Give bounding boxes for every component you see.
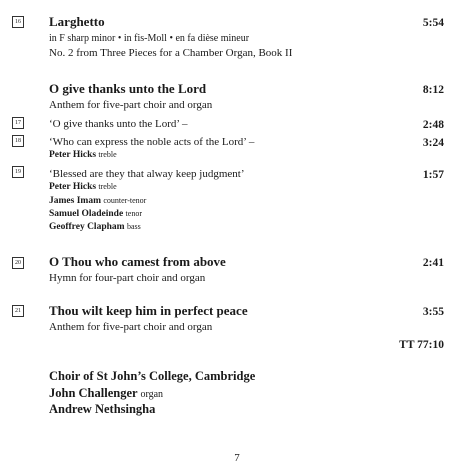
performer-name: Samuel Oladeinde bbox=[49, 209, 124, 219]
key-french: en fa dièse mineur bbox=[175, 33, 250, 44]
performer-name: James Imam bbox=[49, 196, 101, 206]
key-german: in fis-Moll bbox=[123, 33, 167, 44]
key-english: in F sharp minor bbox=[49, 33, 116, 44]
performer-19-2 bbox=[49, 196, 146, 206]
bullet: • bbox=[169, 33, 173, 44]
organist-name: John Challenger bbox=[49, 386, 138, 400]
track-time-16: 5:54 bbox=[422, 17, 444, 29]
track-number-17: 17 bbox=[12, 117, 24, 129]
performer-19-4 bbox=[49, 222, 141, 232]
choir-credit: Choir of St John’s College, Cambridge bbox=[49, 369, 256, 383]
track-note-16: No. 2 from Three Pieces for a Chamber Organ, Book II bbox=[49, 47, 293, 59]
track-time-17: 2:48 bbox=[422, 119, 444, 131]
track-subtitle-21: Anthem for five-part choir and organ bbox=[49, 321, 213, 333]
track-number-16: 16 bbox=[12, 16, 24, 28]
performer-role: bass bbox=[126, 222, 141, 231]
track-time-18: 3:24 bbox=[422, 137, 444, 149]
track-title-20: O Thou who camest from above bbox=[49, 254, 226, 269]
track-time-20: 2:41 bbox=[422, 257, 444, 269]
track-number-20: 20 bbox=[12, 257, 24, 269]
track-number-21: 21 bbox=[12, 305, 24, 317]
performer-18 bbox=[49, 150, 117, 160]
track-text-18: ‘Who can express the noble acts of the Lord’ – bbox=[49, 136, 255, 148]
track-subtitle-20: Hymn for four-part choir and organ bbox=[49, 272, 206, 284]
performer-name: Peter Hicks bbox=[49, 150, 97, 160]
track-text-19: ‘Blessed are they that alway keep judgment’ bbox=[49, 168, 245, 180]
anthem-subtitle: Anthem for five-part choir and organ bbox=[49, 99, 213, 111]
track-title-21: Thou wilt keep him in perfect peace bbox=[49, 303, 248, 318]
track-time-19: 1:57 bbox=[422, 169, 444, 181]
anthem-title: O give thanks unto the Lord bbox=[49, 81, 207, 96]
performer-name: Geoffrey Clapham bbox=[49, 222, 125, 232]
performer-19-1 bbox=[49, 182, 117, 192]
performer-name: Peter Hicks bbox=[49, 182, 97, 192]
total-time: TT 77:10 bbox=[399, 339, 444, 351]
track-title-larghetto: Larghetto bbox=[49, 14, 105, 29]
organist-credit bbox=[49, 386, 163, 401]
page-number: 7 bbox=[234, 452, 240, 464]
performer-role: tenor bbox=[125, 209, 142, 218]
bullet: • bbox=[117, 33, 122, 44]
organist-role: organ bbox=[140, 389, 164, 400]
performer-role: treble bbox=[98, 182, 117, 191]
performer-role: counter-tenor bbox=[103, 196, 147, 205]
track-text-17: ‘O give thanks unto the Lord’ – bbox=[49, 118, 188, 130]
track-number-18: 18 bbox=[12, 135, 24, 147]
track-number-19: 19 bbox=[12, 166, 24, 178]
anthem-time: 8:12 bbox=[422, 84, 444, 96]
key-line bbox=[49, 33, 249, 44]
performer-19-3 bbox=[49, 209, 142, 219]
performer-role: treble bbox=[98, 150, 117, 159]
track-time-21: 3:55 bbox=[422, 306, 444, 318]
conductor-credit: Andrew Nethsingha bbox=[49, 402, 156, 416]
